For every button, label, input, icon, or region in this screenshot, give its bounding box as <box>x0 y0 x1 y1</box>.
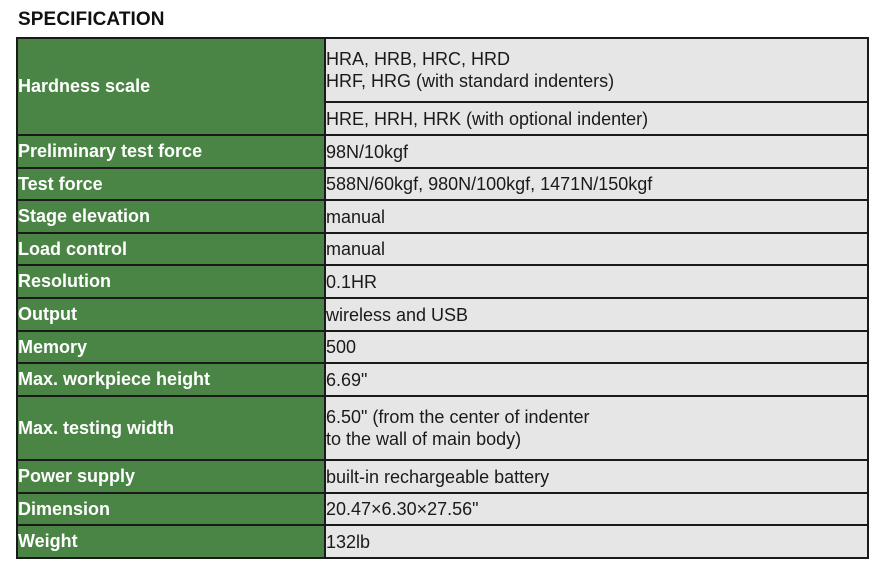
row-value: manual <box>325 233 868 265</box>
row-value: manual <box>325 200 868 233</box>
table-row <box>17 200 868 233</box>
row-value: 0.1HR <box>325 265 868 298</box>
row-label: Max. testing width <box>17 396 325 460</box>
table-row <box>17 38 868 102</box>
table-row <box>17 233 868 265</box>
table-row <box>17 396 868 460</box>
row-label: Output <box>17 298 325 331</box>
table-row <box>17 363 868 396</box>
row-value: 132lb <box>325 525 868 558</box>
value-line: HRF, HRG (with standard indenters) <box>326 71 615 91</box>
row-label: Memory <box>17 331 325 363</box>
row-label: Test force <box>17 168 325 200</box>
value-line: to the wall of main body) <box>326 429 522 449</box>
row-label: Preliminary test force <box>17 135 325 168</box>
table-row <box>17 135 868 168</box>
row-label: Resolution <box>17 265 325 298</box>
row-label: Stage elevation <box>17 200 325 233</box>
row-label: Weight <box>17 525 325 558</box>
table-row <box>17 168 868 200</box>
row-value: wireless and USB <box>325 298 868 331</box>
table-row <box>17 493 868 525</box>
table-row <box>17 265 868 298</box>
row-label: Hardness scale <box>17 38 325 135</box>
row-label: Power supply <box>17 460 325 493</box>
row-value <box>325 38 868 102</box>
table-row <box>17 298 868 331</box>
row-label: Max. workpiece height <box>17 363 325 396</box>
row-value <box>325 102 868 135</box>
row-value: 588N/60kgf, 980N/100kgf, 1471N/150kgf <box>325 168 868 200</box>
value-line: HRE, HRH, HRK (with optional indenter) <box>326 108 649 129</box>
table-row <box>17 460 868 493</box>
row-value <box>325 396 868 460</box>
table-row <box>17 525 868 558</box>
value-line: HRA, HRB, HRC, HRD <box>326 49 511 69</box>
spec-table <box>16 37 869 559</box>
row-value: 20.47×6.30×27.56" <box>325 493 868 525</box>
section-title: SPECIFICATION <box>18 9 165 30</box>
row-value: 500 <box>325 331 868 363</box>
row-label: Load control <box>17 233 325 265</box>
row-value: 98N/10kgf <box>325 135 868 168</box>
table-row <box>17 331 868 363</box>
row-value: built-in rechargeable battery <box>325 460 868 493</box>
row-value: 6.69" <box>325 363 868 396</box>
value-line: 6.50" (from the center of indenter <box>326 407 590 427</box>
row-label: Dimension <box>17 493 325 525</box>
